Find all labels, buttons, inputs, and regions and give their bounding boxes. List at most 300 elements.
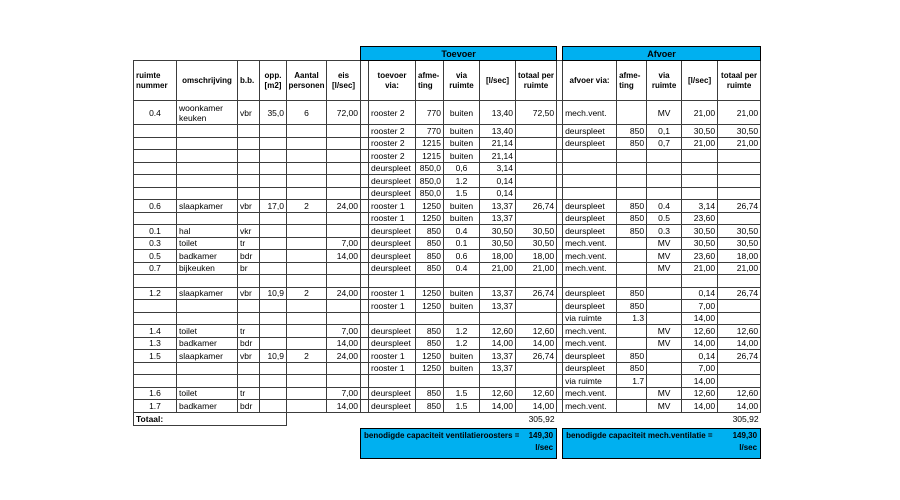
cell-toevoer-4: 12,60 (516, 387, 557, 400)
cell-afvoer-0: deurspleet (563, 212, 617, 225)
cell-afvoer-0: deurspleet (563, 362, 617, 375)
afvoer-summary-label: benodigde capaciteit mech.ventilatie = (566, 430, 713, 440)
cell-afvoer-2 (647, 300, 682, 313)
cell-left-0: 1.4 (134, 325, 177, 338)
cell-left-4 (287, 362, 327, 375)
cell-toevoer-2: 0,6 (444, 162, 480, 175)
cell-left-5 (327, 300, 361, 313)
cell-afvoer-0 (563, 275, 617, 288)
cell-toevoer-0: deurspleet (369, 262, 416, 275)
cell-toevoer-2: buiten (444, 362, 480, 375)
afvoer-summary-value: 149,30 (732, 430, 758, 440)
section-band-row (134, 47, 761, 61)
separator-cell (361, 262, 369, 275)
toevoer-summary-line (364, 430, 553, 442)
cell-toevoer-2 (444, 312, 480, 325)
cell-left-2 (238, 275, 260, 288)
cell-afvoer-4: 12,60 (718, 325, 761, 338)
cell-left-0 (134, 362, 177, 375)
cell-afvoer-2: 0.5 (647, 212, 682, 225)
cell-toevoer-3 (480, 275, 516, 288)
cell-afvoer-0: mech.vent. (563, 400, 617, 413)
cell-toevoer-3: 0,14 (480, 187, 516, 200)
cell-left-3 (260, 275, 287, 288)
cell-afvoer-2: MV (647, 237, 682, 250)
separator-cell (361, 200, 369, 213)
cell-toevoer-0: rooster 1 (369, 212, 416, 225)
cell-toevoer-3: 13,37 (480, 212, 516, 225)
cell-toevoer-2: buiten (444, 350, 480, 363)
cell-afvoer-3: 21,00 (682, 262, 718, 275)
separator-cell (361, 225, 369, 238)
separator-cell (361, 325, 369, 338)
cell-left-4: 2 (287, 287, 327, 300)
cell-toevoer-3: 13,37 (480, 362, 516, 375)
table-row (134, 275, 761, 288)
cell-afvoer-3: 14,00 (682, 337, 718, 350)
table-row (134, 375, 761, 388)
cell-toevoer-1 (416, 275, 444, 288)
cell-left-4: 2 (287, 200, 327, 213)
cell-toevoer-1: 850 (416, 325, 444, 338)
cell-left-1 (177, 162, 238, 175)
cell-toevoer-1: 850 (416, 225, 444, 238)
cell-toevoer-2 (444, 375, 480, 388)
cell-toevoer-1: 1250 (416, 350, 444, 363)
cell-afvoer-3: 30,50 (682, 225, 718, 238)
cell-toevoer-0: deurspleet (369, 237, 416, 250)
cell-left-5 (327, 187, 361, 200)
cell-toevoer-3: 21,14 (480, 137, 516, 150)
cell-left-4 (287, 337, 327, 350)
cell-afvoer-2 (647, 312, 682, 325)
cell-left-0 (134, 212, 177, 225)
cell-toevoer-3: 13,37 (480, 300, 516, 313)
table-row (134, 387, 761, 400)
cell-toevoer-4: 26,74 (516, 350, 557, 363)
cell-toevoer-0: rooster 2 (369, 101, 416, 125)
separator-cell (361, 275, 369, 288)
cell-left-0: 1.7 (134, 400, 177, 413)
column-header-omschrijving: omschrijving (177, 61, 238, 101)
cell-left-0: 1.5 (134, 350, 177, 363)
cell-toevoer-0: rooster 1 (369, 362, 416, 375)
cell-toevoer-1: 850 (416, 400, 444, 413)
cell-left-3 (260, 212, 287, 225)
column-header-bb: b.b. (238, 61, 260, 101)
cell-left-1: toilet (177, 237, 238, 250)
cell-toevoer-1: 1250 (416, 200, 444, 213)
totaal-spacer (563, 412, 718, 425)
totaal-spacer (361, 412, 369, 425)
cell-afvoer-1 (617, 387, 647, 400)
cell-left-1: hal (177, 225, 238, 238)
cell-left-1: slaapkamer (177, 350, 238, 363)
column-header-afvoer-lsec: [l/sec] (682, 61, 718, 101)
cell-toevoer-0: rooster 2 (369, 137, 416, 150)
cell-afvoer-0 (563, 150, 617, 163)
table-row (134, 187, 761, 200)
cell-afvoer-1: 1.7 (617, 375, 647, 388)
cell-left-5: 14,00 (327, 250, 361, 263)
totaal-label: Totaal: (134, 412, 287, 425)
toevoer-summary-unit: l/sec (535, 442, 554, 452)
cell-toevoer-2: 0.6 (444, 250, 480, 263)
separator-cell (361, 250, 369, 263)
cell-toevoer-3: 13,37 (480, 350, 516, 363)
cell-afvoer-3: 23,60 (682, 250, 718, 263)
cell-left-5 (327, 150, 361, 163)
table-row (134, 237, 761, 250)
cell-left-2: bdr (238, 400, 260, 413)
cell-toevoer-1: 770 (416, 101, 444, 125)
cell-afvoer-3: 21,00 (682, 137, 718, 150)
cell-afvoer-3 (682, 162, 718, 175)
separator-cell (361, 287, 369, 300)
cell-toevoer-0 (369, 312, 416, 325)
cell-afvoer-1: 850 (617, 300, 647, 313)
cell-afvoer-4: 30,50 (718, 225, 761, 238)
cell-toevoer-4: 14,00 (516, 337, 557, 350)
cell-left-3 (260, 237, 287, 250)
cell-left-2 (238, 125, 260, 138)
cell-left-2: tr (238, 387, 260, 400)
cell-afvoer-1: 850 (617, 225, 647, 238)
cell-toevoer-4: 72,50 (516, 101, 557, 125)
cell-afvoer-3: 7,00 (682, 300, 718, 313)
cell-afvoer-4 (718, 300, 761, 313)
cell-left-5: 7,00 (327, 325, 361, 338)
cell-toevoer-1: 1250 (416, 212, 444, 225)
cell-toevoer-1: 850 (416, 250, 444, 263)
cell-afvoer-3: 3,14 (682, 200, 718, 213)
cell-left-3 (260, 162, 287, 175)
cell-left-1 (177, 275, 238, 288)
cell-toevoer-3: 30,50 (480, 225, 516, 238)
cell-afvoer-4: 21,00 (718, 137, 761, 150)
cell-toevoer-1: 850,0 (416, 162, 444, 175)
cell-left-2: vbr (238, 200, 260, 213)
cell-left-0: 1.6 (134, 387, 177, 400)
table-row (134, 300, 761, 313)
table-row (134, 262, 761, 275)
table-row (134, 287, 761, 300)
cell-left-4 (287, 137, 327, 150)
separator-cell (361, 362, 369, 375)
cell-afvoer-2: 0.4 (647, 200, 682, 213)
cell-left-4 (287, 387, 327, 400)
separator-cell (361, 125, 369, 138)
cell-left-0: 0.3 (134, 237, 177, 250)
cell-toevoer-3: 0,14 (480, 175, 516, 188)
separator-cell (361, 137, 369, 150)
cell-afvoer-3: 14,00 (682, 375, 718, 388)
totaal-row (134, 412, 761, 425)
cell-toevoer-2: 1.2 (444, 337, 480, 350)
cell-afvoer-4: 26,74 (718, 200, 761, 213)
cell-afvoer-1 (617, 262, 647, 275)
cell-left-3 (260, 125, 287, 138)
cell-afvoer-1 (617, 237, 647, 250)
cell-toevoer-2: 1.5 (444, 187, 480, 200)
table-row (134, 200, 761, 213)
cell-toevoer-2: 0.4 (444, 262, 480, 275)
cell-left-0: 0.1 (134, 225, 177, 238)
cell-toevoer-4: 30,50 (516, 237, 557, 250)
cell-toevoer-4 (516, 300, 557, 313)
cell-toevoer-2: buiten (444, 300, 480, 313)
cell-afvoer-2 (647, 362, 682, 375)
cell-left-4 (287, 150, 327, 163)
cell-toevoer-1: 850,0 (416, 175, 444, 188)
cell-left-2 (238, 212, 260, 225)
cell-afvoer-4 (718, 175, 761, 188)
column-header-afvoer-via: afvoer via: (563, 61, 617, 101)
totaal-spacer (369, 412, 516, 425)
cell-left-2 (238, 187, 260, 200)
cell-left-3 (260, 137, 287, 150)
cell-left-2: bdr (238, 337, 260, 350)
cell-afvoer-1: 850 (617, 287, 647, 300)
cell-toevoer-1 (416, 312, 444, 325)
toevoer-summary-value: 149,30 (528, 430, 554, 440)
cell-afvoer-4 (718, 162, 761, 175)
table-row (134, 150, 761, 163)
cell-toevoer-4 (516, 275, 557, 288)
separator-cell (361, 337, 369, 350)
toevoer-total-value: 305,92 (528, 413, 555, 424)
cell-toevoer-0: deurspleet (369, 387, 416, 400)
column-header-toevoer-via: toevoer via: (369, 61, 416, 101)
cell-toevoer-4: 30,50 (516, 225, 557, 238)
column-header-aantal-personen: Aantal personen (287, 61, 327, 101)
cell-toevoer-3: 3,14 (480, 162, 516, 175)
cell-toevoer-3 (480, 375, 516, 388)
band-spacer (134, 47, 361, 61)
cell-toevoer-3: 13,37 (480, 200, 516, 213)
cell-left-1 (177, 375, 238, 388)
cell-afvoer-0: deurspleet (563, 137, 617, 150)
cell-left-4 (287, 212, 327, 225)
cell-left-3 (260, 187, 287, 200)
cell-afvoer-1: 850 (617, 200, 647, 213)
cell-toevoer-3 (480, 312, 516, 325)
cell-left-5 (327, 137, 361, 150)
ventilation-table (133, 46, 761, 459)
cell-afvoer-0: deurspleet (563, 200, 617, 213)
cell-afvoer-2: 0,7 (647, 137, 682, 150)
cell-left-1: badkamer (177, 337, 238, 350)
cell-afvoer-1 (617, 187, 647, 200)
cell-left-3 (260, 312, 287, 325)
cell-toevoer-4 (516, 312, 557, 325)
cell-afvoer-4: 30,50 (718, 125, 761, 138)
cell-toevoer-1: 850 (416, 262, 444, 275)
cell-left-0 (134, 175, 177, 188)
afvoer-section-header: Afvoer (563, 47, 761, 61)
cell-afvoer-3 (682, 275, 718, 288)
totaal-spacer (287, 412, 361, 425)
cell-toevoer-4 (516, 150, 557, 163)
cell-afvoer-1: 850 (617, 137, 647, 150)
afvoer-summary-box (563, 428, 761, 458)
cell-toevoer-1: 1215 (416, 150, 444, 163)
cell-left-1 (177, 300, 238, 313)
cell-left-2: tr (238, 325, 260, 338)
cell-toevoer-4 (516, 212, 557, 225)
cell-toevoer-2: buiten (444, 137, 480, 150)
cell-left-4 (287, 275, 327, 288)
cell-toevoer-4: 26,74 (516, 287, 557, 300)
cell-left-5 (327, 312, 361, 325)
cell-toevoer-2: 0.1 (444, 237, 480, 250)
cell-afvoer-4: 12,60 (718, 387, 761, 400)
summary-spacer (134, 428, 361, 458)
cell-left-1 (177, 362, 238, 375)
cell-toevoer-1: 1250 (416, 300, 444, 313)
cell-left-3 (260, 400, 287, 413)
cell-toevoer-0 (369, 375, 416, 388)
cell-left-4: 6 (287, 101, 327, 125)
cell-toevoer-1: 1250 (416, 362, 444, 375)
cell-left-4 (287, 300, 327, 313)
cell-toevoer-1: 1250 (416, 287, 444, 300)
table-row (134, 137, 761, 150)
cell-left-4 (287, 237, 327, 250)
cell-left-5 (327, 125, 361, 138)
cell-left-3 (260, 175, 287, 188)
cell-afvoer-1 (617, 337, 647, 350)
cell-left-5: 24,00 (327, 287, 361, 300)
cell-afvoer-4 (718, 187, 761, 200)
cell-toevoer-4 (516, 375, 557, 388)
cell-left-5: 14,00 (327, 400, 361, 413)
cell-afvoer-3 (682, 175, 718, 188)
separator-cell (361, 162, 369, 175)
cell-left-4 (287, 375, 327, 388)
cell-toevoer-3: 21,00 (480, 262, 516, 275)
cell-left-3 (260, 337, 287, 350)
cell-afvoer-2: 0.3 (647, 225, 682, 238)
cell-afvoer-2 (647, 150, 682, 163)
cell-left-3: 17,0 (260, 200, 287, 213)
cell-afvoer-2: MV (647, 400, 682, 413)
cell-left-3 (260, 375, 287, 388)
afvoer-summary-line (566, 430, 757, 442)
cell-afvoer-2 (647, 375, 682, 388)
cell-left-4 (287, 400, 327, 413)
cell-left-1 (177, 150, 238, 163)
cell-afvoer-4: 21,00 (718, 262, 761, 275)
cell-toevoer-0: deurspleet (369, 337, 416, 350)
cell-left-4 (287, 250, 327, 263)
cell-left-5 (327, 262, 361, 275)
cell-left-1 (177, 137, 238, 150)
table-row (134, 162, 761, 175)
cell-left-2: br (238, 262, 260, 275)
cell-left-0 (134, 375, 177, 388)
cell-afvoer-1 (617, 175, 647, 188)
afvoer-total-value: 305,92 (732, 413, 759, 424)
cell-afvoer-4: 26,74 (718, 350, 761, 363)
cell-toevoer-0: deurspleet (369, 325, 416, 338)
cell-left-4 (287, 262, 327, 275)
cell-afvoer-3: 30,50 (682, 125, 718, 138)
toevoer-summary-box (361, 428, 557, 458)
cell-left-4: 2 (287, 350, 327, 363)
cell-left-0: 0.6 (134, 200, 177, 213)
cell-toevoer-0: rooster 2 (369, 125, 416, 138)
cell-afvoer-4: 21,00 (718, 101, 761, 125)
separator-cell (361, 237, 369, 250)
cell-toevoer-3: 12,60 (480, 387, 516, 400)
cell-left-1 (177, 212, 238, 225)
cell-toevoer-2: buiten (444, 150, 480, 163)
cell-afvoer-0: mech.vent. (563, 337, 617, 350)
cell-toevoer-3: 13,40 (480, 101, 516, 125)
cell-left-3: 35,0 (260, 101, 287, 125)
cell-left-2 (238, 375, 260, 388)
cell-left-5: 7,00 (327, 387, 361, 400)
table-body (134, 101, 761, 413)
column-header-toevoer-lsec: [l/sec] (480, 61, 516, 101)
column-header-toevoer-totaal: totaal per ruimte (516, 61, 557, 101)
cell-toevoer-1: 850,0 (416, 187, 444, 200)
cell-left-1: slaapkamer (177, 200, 238, 213)
cell-toevoer-0: deurspleet (369, 175, 416, 188)
cell-left-1 (177, 187, 238, 200)
cell-toevoer-4 (516, 137, 557, 150)
cell-left-2: vbr (238, 350, 260, 363)
cell-left-2 (238, 300, 260, 313)
cell-afvoer-3: 21,00 (682, 101, 718, 125)
separator-cell (361, 187, 369, 200)
cell-left-0 (134, 312, 177, 325)
cell-afvoer-4 (718, 275, 761, 288)
cell-toevoer-1: 850 (416, 237, 444, 250)
cell-toevoer-2: 1.5 (444, 400, 480, 413)
cell-afvoer-0: deurspleet (563, 125, 617, 138)
cell-toevoer-2: 1.2 (444, 325, 480, 338)
cell-afvoer-0: deurspleet (563, 350, 617, 363)
cell-left-5 (327, 212, 361, 225)
cell-left-3: 10,9 (260, 350, 287, 363)
cell-afvoer-2 (647, 350, 682, 363)
cell-toevoer-3: 14,00 (480, 400, 516, 413)
column-header-toevoer-via-ruimte: via ruimte (444, 61, 480, 101)
cell-afvoer-0: mech.vent. (563, 387, 617, 400)
cell-toevoer-2: 1.2 (444, 175, 480, 188)
table-row (134, 312, 761, 325)
cell-toevoer-0: deurspleet (369, 400, 416, 413)
cell-afvoer-4 (718, 212, 761, 225)
cell-toevoer-4 (516, 162, 557, 175)
cell-left-1: badkamer (177, 400, 238, 413)
cell-left-3 (260, 325, 287, 338)
cell-afvoer-2 (647, 162, 682, 175)
cell-afvoer-2 (647, 187, 682, 200)
cell-toevoer-2: buiten (444, 200, 480, 213)
cell-toevoer-4 (516, 175, 557, 188)
cell-afvoer-0 (563, 175, 617, 188)
cell-toevoer-2: buiten (444, 287, 480, 300)
cell-left-1: bijkeuken (177, 262, 238, 275)
cell-left-4 (287, 225, 327, 238)
cell-toevoer-4 (516, 125, 557, 138)
cell-left-2 (238, 137, 260, 150)
cell-left-5: 24,00 (327, 200, 361, 213)
cell-toevoer-0: rooster 1 (369, 200, 416, 213)
